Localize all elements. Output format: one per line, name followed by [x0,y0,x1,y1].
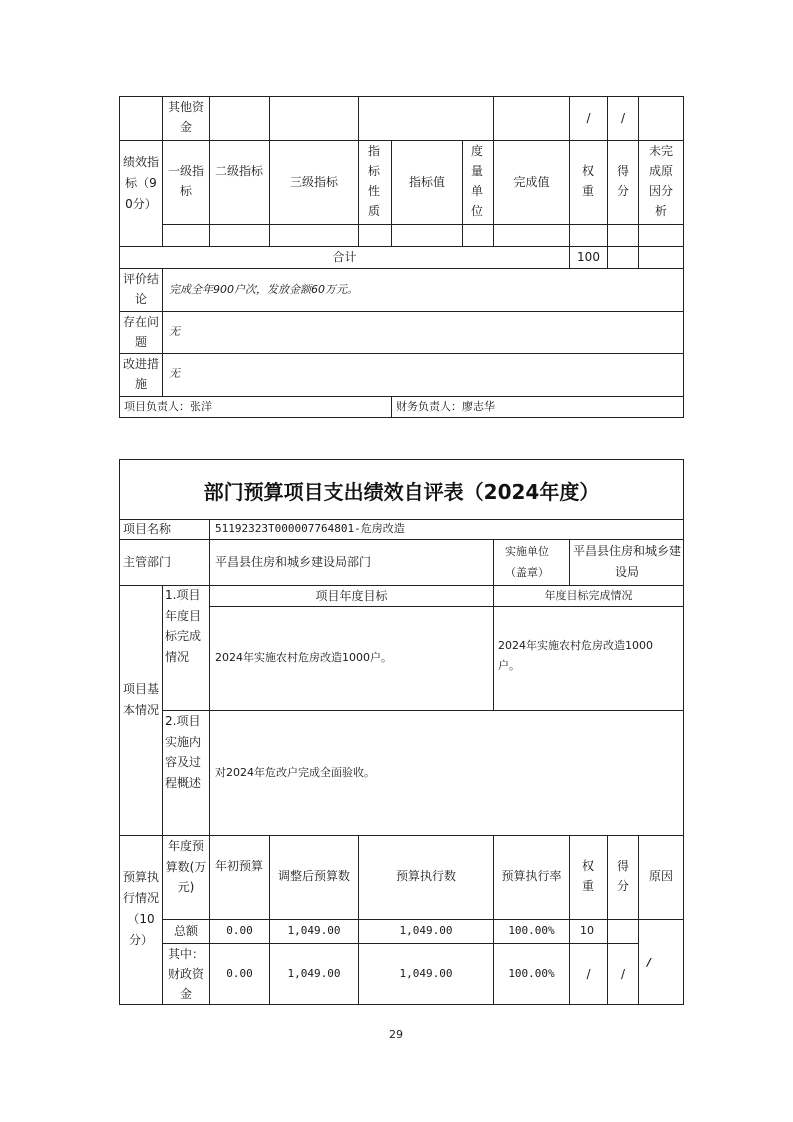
budget-header-rate: 预算执行率 [501,869,562,883]
project-lead: 项目负责人：张洋 [124,400,212,413]
header-level2: 二级指标 [214,164,263,178]
improve-text: 无 [169,367,180,380]
budget-row-total-rate: 100.00% [508,924,555,937]
project-name: 51192323T000007764801-危房改造 [215,522,405,535]
budget-row-fiscal-weight: / [586,967,591,981]
budget-row-fiscal-score: / [620,967,626,981]
perf-indicator-label: 绩效指标（90分） [122,155,159,211]
goal-header: 项目年度目标 [315,589,388,603]
completion-header: 年度目标完成情况 [544,589,633,602]
budget-row-total-adjusted: 1,049.00 [287,924,341,937]
header-unit: 度量单位 [470,144,483,218]
other-funds-weight: / [586,111,591,125]
budget-row-fiscal-label: 其中：财政资金 [167,947,204,1001]
content-section-label: 2.项目实施内容及过程概述 [165,714,202,790]
conclusion-label: 评价结论 [123,272,160,306]
header-level1: 一级指标 [168,164,205,198]
other-funds-score: / [620,111,626,125]
budget-row-total-label: 总额 [173,924,198,938]
budget-header-score: 得分 [616,859,629,893]
conclusion-text: 完成全年900户次，发放金额60万元。 [169,283,358,296]
budget-header-annual: 年度预算数(万元) [165,839,207,894]
header-value: 指标值 [408,175,445,189]
budget-row-fiscal-rate: 100.00% [508,967,555,980]
impl-unit-value: 平昌县住房和城乡建设局 [572,544,681,579]
total-weight: 100 [577,250,600,264]
goal-text: 2024年实施农村危房改造1000户。 [215,651,392,664]
project-name-label: 项目名称 [123,522,172,536]
header-weight: 权重 [581,164,594,198]
goal-section-label: 1.项目年度目标完成情况 [165,588,202,664]
header-completed: 完成值 [513,175,550,189]
budget-header-adjusted: 调整后预算数 [277,869,350,883]
header-nature: 指标性质 [367,144,380,218]
other-funds-label: 其他资金 [167,100,204,134]
completion-text: 2024年实施农村危房改造1000户。 [498,639,653,672]
header-level3: 三级指标 [289,175,338,189]
total-label: 合计 [332,250,357,264]
budget-header-initial: 年初预算 [215,859,264,873]
budget-row-fiscal-initial: 0.00 [226,967,253,980]
dept-label: 主管部门 [123,555,172,569]
budget-header-weight: 权重 [581,859,594,893]
content-text: 对2024年危改户完成全面验收。 [215,766,375,779]
budget-row-total-initial: 0.00 [226,924,253,937]
header-score: 得分 [616,164,629,198]
budget-reason: / [647,956,652,969]
budget-label: 预算执行情况（10分） [123,870,160,947]
improve-label: 改进措施 [123,357,160,391]
budget-header-reason: 原因 [648,869,673,883]
finance-lead: 财务负责人：廖志华 [396,400,495,413]
budget-header-executed: 预算执行数 [395,869,456,883]
budget-row-fiscal-adjusted: 1,049.00 [287,967,341,980]
problems-text: 无 [169,325,180,338]
budget-row-total-executed: 1,049.00 [399,924,453,937]
form-title: 部门预算项目支出绩效自评表（2024年度） [203,480,600,504]
impl-unit-label: 实施单位（盖章） [505,545,549,579]
page-number: 29 [389,1028,403,1041]
budget-row-fiscal-executed: 1,049.00 [399,967,453,980]
header-reason: 未完成原因分析 [648,144,673,218]
budget-row-total-weight: 10 [580,924,594,937]
problems-label: 存在问题 [123,315,160,349]
basic-info-label: 项目基本情况 [123,682,160,717]
dept-value: 平昌县住房和城乡建设局部门 [215,555,372,569]
